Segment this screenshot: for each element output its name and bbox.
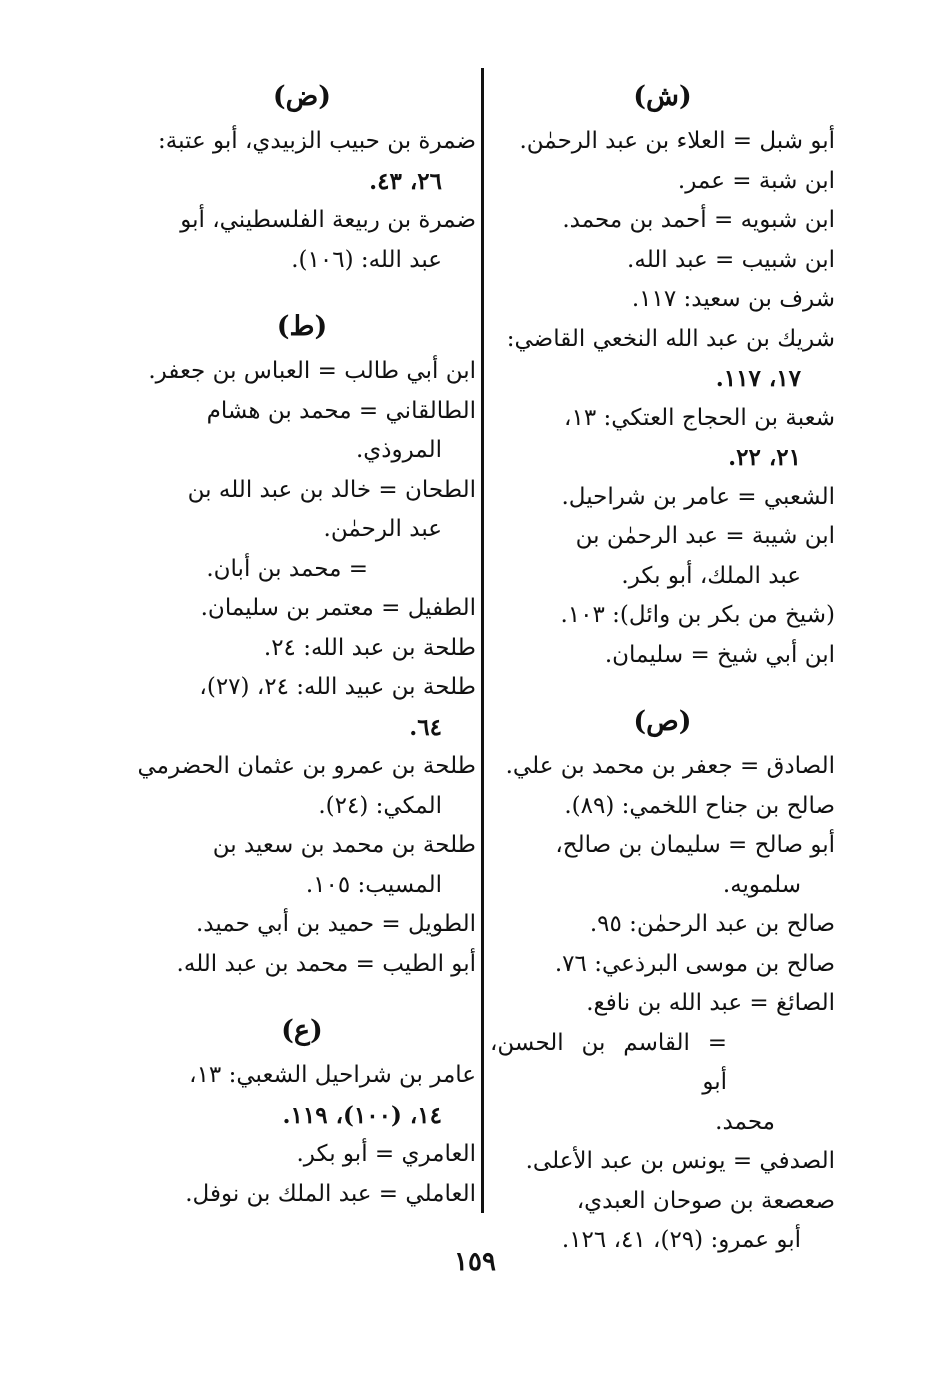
index-entry: ضمرة بن ربيعة الفلسطيني، أبو عبد الله: (١٠٦). bbox=[180, 207, 476, 273]
section-heading: (ص) bbox=[633, 706, 692, 737]
index-entry: طلحة بن عبيد الله: ٢٤، (٢٧)، ٦٤. bbox=[199, 674, 476, 741]
right-column bbox=[490, 72, 835, 1261]
index-entry: صالح بن جناح اللخمي: (٨٩). bbox=[564, 792, 835, 819]
section-entries bbox=[128, 122, 476, 280]
index-entry: العامري = أبو بكر. bbox=[296, 1141, 476, 1167]
index-entry: الصادق = جعفر بن محمد بن علي. bbox=[505, 753, 835, 779]
index-entry: أبو الطيب = محمد بن عبد الله. bbox=[176, 950, 476, 977]
index-entry: ابن أبي طالب = العباس بن جعفر. bbox=[148, 358, 476, 384]
left-column bbox=[128, 72, 476, 1214]
section-entries bbox=[490, 122, 835, 675]
index-entry: شريك بن عبد الله النخعي القاضي: ١٧، ١١٧. bbox=[506, 325, 835, 392]
index-entry: صالح بن عبد الرحمٰن: ٩٥. bbox=[589, 911, 835, 937]
index-entry: طلحة بن محمد بن سعيد بن المسيب: ١٠٥. bbox=[212, 832, 476, 898]
index-entry: عامر بن شراحيل الشعبي: ١٣، ١٤، (١٠٠)، ١١٩. bbox=[189, 1062, 476, 1129]
index-entry: (شيخ من بكر بن وائل): ١٠٣. bbox=[560, 602, 835, 628]
page-number: ١٥٩ bbox=[454, 1247, 496, 1277]
index-entry: شرف بن سعيد: ١١٧. bbox=[631, 286, 835, 312]
index-entry: طلحة بن عبد الله: ٢٤. bbox=[263, 634, 476, 661]
index-entry: ابن شبويه = أحمد بن محمد. bbox=[562, 207, 835, 233]
index-entry: العاملي = عبد الملك بن نوفل. bbox=[185, 1180, 476, 1207]
index-entry: ابن أبي شيخ = سليمان. bbox=[604, 641, 835, 668]
index-entry: طلحة بن عمرو بن عثمان الحضرمي المكي: (٢٤). bbox=[137, 753, 476, 819]
index-entry: = محمد بن أبان. bbox=[206, 555, 368, 582]
index-entry: أبو صالح = سليمان بن صالح، سلمويه. bbox=[555, 832, 835, 898]
column-divider bbox=[481, 68, 484, 1213]
index-entry: صالح بن موسى البرذعي: ٧٦. bbox=[554, 950, 835, 977]
index-entry: شعبة بن الحجاج العتكي: ١٣، ٢١، ٢٢. bbox=[564, 404, 835, 471]
index-entry: = القاسم بن الحسن، أبو محمد. bbox=[490, 1029, 775, 1135]
index-entry: ابن شيبة = عبد الرحمٰن بن عبد الملك، أبو بكر. bbox=[575, 523, 835, 589]
index-entry: الطالقاني = محمد بن هشام المروذي. bbox=[206, 397, 476, 463]
index-entry: الصدفي = يونس بن عبد الأعلى. bbox=[525, 1148, 835, 1174]
section-entries bbox=[490, 747, 835, 1261]
index-entry: ابن شبة = عمر. bbox=[677, 167, 835, 194]
section-heading: (ض) bbox=[272, 81, 332, 112]
index-entry: ابن شبيب = عبد الله. bbox=[627, 246, 835, 273]
index-entry: الطحان = خالد بن عبد الله بن عبد الرحمٰن. bbox=[187, 476, 476, 542]
section-heading: (ش) bbox=[633, 81, 692, 112]
section-entries bbox=[128, 1056, 476, 1214]
section-entries bbox=[128, 352, 476, 984]
index-entry: الصائغ = عبد الله بن نافع. bbox=[586, 990, 835, 1016]
index-entry: ضمرة بن حبيب الزبيدي، أبو عتبة: ٢٦، ٤٣. bbox=[157, 128, 476, 195]
section-heading: (ع) bbox=[281, 1015, 323, 1046]
index-entry: الطويل = حميد بن أبي حميد. bbox=[195, 911, 476, 937]
index-entry: صعصعة بن صوحان العبدي، أبو عمرو: (٢٩)، ٤١، ١٢٦. bbox=[561, 1187, 835, 1253]
index-entry: الشعبي = عامر بن شراحيل. bbox=[561, 483, 835, 510]
index-entry: الطفيل = معتمر بن سليمان. bbox=[200, 595, 476, 621]
section-heading: (ط) bbox=[276, 311, 328, 342]
index-entry: أبو شبل = العلاء بن عبد الرحمٰن. bbox=[519, 128, 835, 154]
